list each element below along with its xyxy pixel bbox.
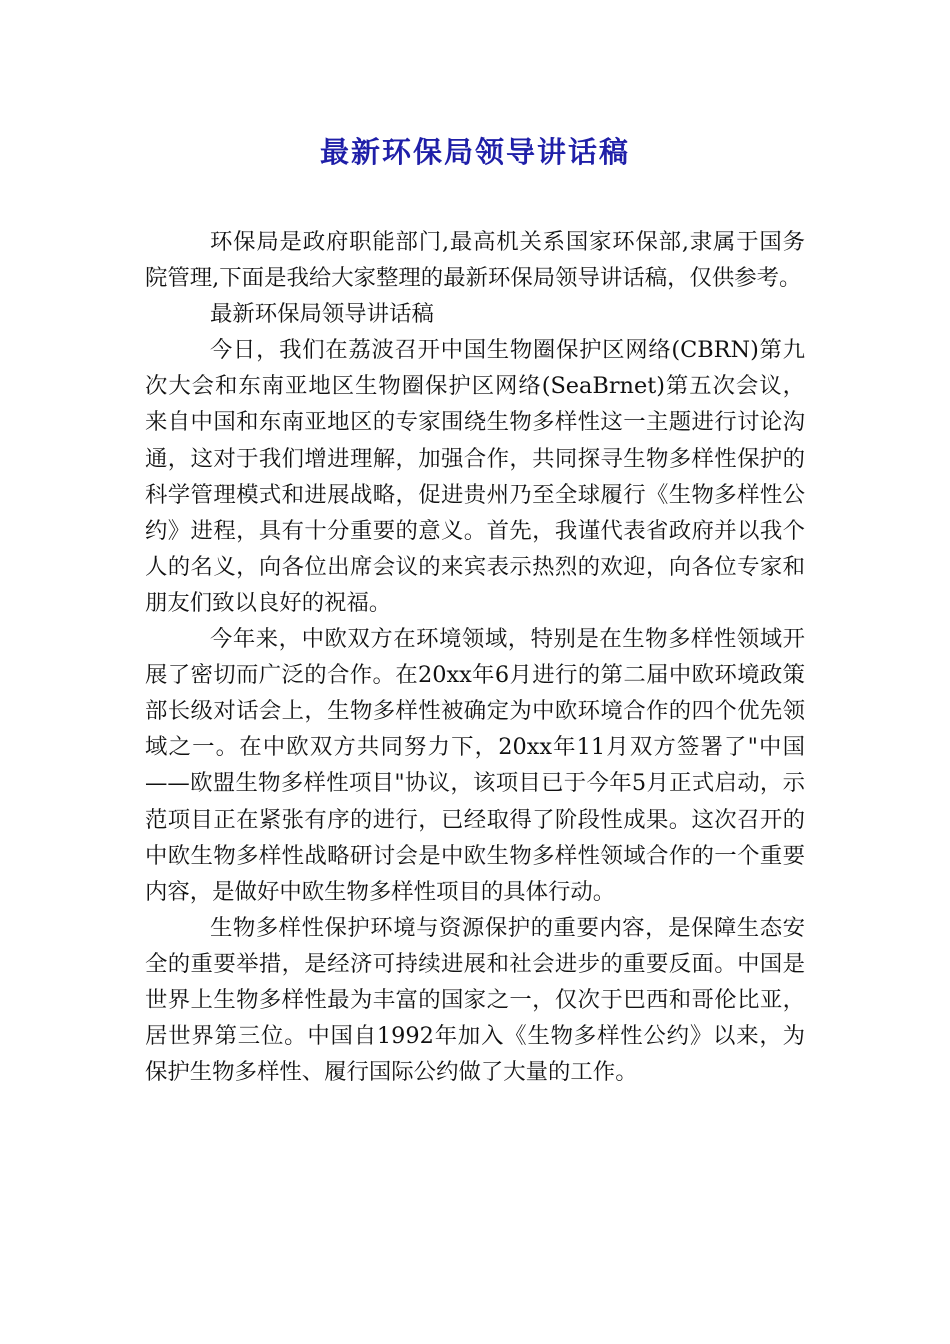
paragraph-opening: 今日，我们在荔波召开中国生物圈保护区网络(CBRN)第九次大会和东南亚地区生物圈保护区网络(SeaBrnet)第五次会议，来自中国和东南亚地区的专家围绕生物多样性这一主题进行讨论沟通，这对于我们增进理解，加强合作，共同探寻生物多样性保护的科学管理模式和进展战略，促进贵州乃至全球履行《生物多样性公约》进程，具有十分重要的意义。首先，我谨代表省政府并以我个人的名义，向各位出席会议的来宾表示热烈的欢迎，向各位专家和朋友们致以良好的祝福。	[145, 337, 805, 616]
document-title: 最新环保局领导讲话稿	[319, 135, 630, 169]
paragraph-cooperation: 今年来，中欧双方在环境领域，特别是在生物多样性领域开展了密切而广泛的合作。在20xx年6月进行的第二届中欧环境政策部长级对话会上，生物多样性被确定为中欧环境合作的四个优先领域之一。在中欧双方共同努力下，20xx年11月双方签署了"中国——欧盟生物多样性项目"协议，该项目已于今年5月正式启动，示范项目正在紧张有序的进行，已经取得了阶段性成果。这次召开的中欧生物多样性战略研讨会是中欧生物多样性领域合作的一个重要内容，是做好中欧生物多样性项目的具体行动。	[145, 626, 805, 905]
paragraph-subtitle: 最新环保局领导讲话稿	[209, 301, 434, 328]
paragraph-biodiversity: 生物多样性保护环境与资源保护的重要内容，是保障生态安全的重要举措，是经济可持续进展和社会进步的重要反面。中国是世界上生物多样性最为丰富的国家之一，仅次于巴西和哥伦比亚，居世界第三位。中国自1992年加入《生物多样性公约》以来，为保护生物多样性、履行国际公约做了大量的工作。	[145, 914, 805, 1086]
paragraph-intro: 环保局是政府职能部门,最高机关系国家环保部,隶属于国务院管理,下面是我给大家整理的最新环保局领导讲话稿，仅供参考。	[145, 229, 805, 292]
document-body	[145, 224, 805, 1090]
